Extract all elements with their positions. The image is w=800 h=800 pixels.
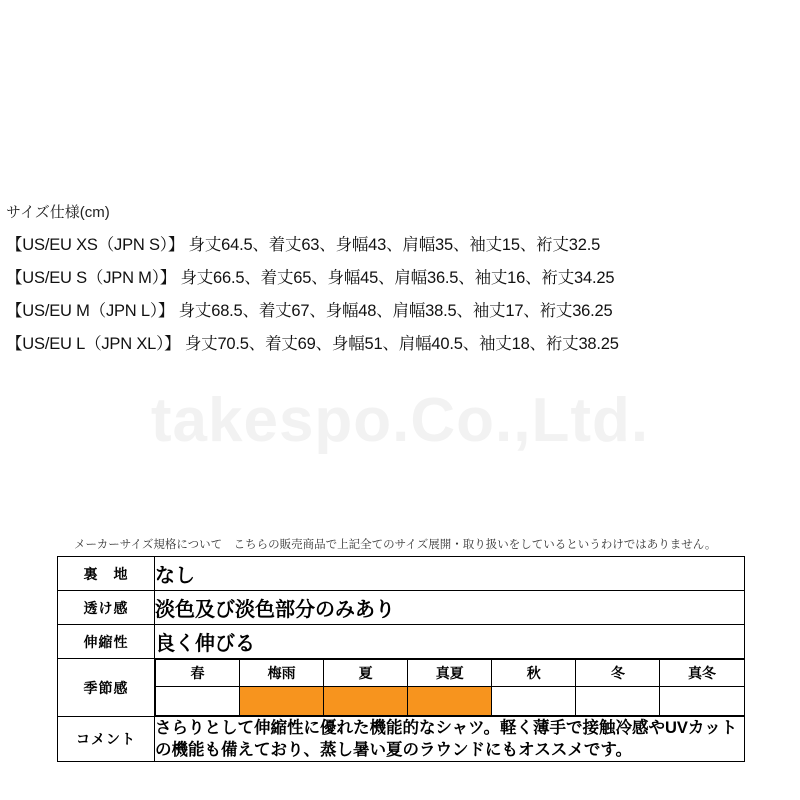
table-row — [58, 591, 745, 625]
table-row — [58, 557, 745, 591]
table-note: メーカーサイズ規格について こちらの販売商品で上記全てのサイズ展開・取り扱いをしているというわけではありません。 — [74, 539, 717, 551]
size-spec-line: 【US/EU XS（JPN S）】 身丈64.5、着丈63、身幅43、肩幅35、袖丈15、裄丈32.5 — [6, 236, 601, 254]
season-row — [58, 659, 745, 717]
season-mark-cell — [240, 687, 324, 716]
table-row — [58, 625, 745, 659]
size-spec-line: 【US/EU M（JPN L）】 身丈68.5、着丈67、身幅48、肩幅38.5、袖丈17、裄丈36.25 — [6, 302, 613, 320]
row-label: 伸縮性 — [58, 625, 155, 659]
row-label: 透け感 — [58, 591, 155, 625]
season-header-cell: 梅雨 — [240, 660, 324, 687]
comment-label: コメント — [58, 717, 155, 762]
comment-row — [58, 717, 745, 762]
season-header-cell: 真冬 — [660, 660, 744, 687]
size-spec-line: 【US/EU L（JPN XL）】 身丈70.5、着丈69、身幅51、肩幅40.5、袖丈18、裄丈38.25 — [6, 335, 619, 353]
season-label: 季節感 — [58, 659, 155, 717]
season-grid-holder — [155, 659, 745, 717]
season-header-cell: 真夏 — [408, 660, 492, 687]
row-value: なし — [155, 557, 745, 591]
season-grid — [155, 659, 745, 716]
season-mark-cell — [408, 687, 492, 716]
size-spec-title: サイズ仕様(cm) — [6, 204, 110, 221]
season-mark-cell — [492, 687, 576, 716]
size-spec-line: 【US/EU S（JPN M）】 身丈66.5、着丈65、身幅45、肩幅36.5、袖丈16、裄丈34.25 — [6, 269, 615, 287]
spec-table — [57, 556, 745, 762]
season-header-cell: 秋 — [492, 660, 576, 687]
season-mark-cell — [660, 687, 744, 716]
watermark: takespo.Co.,Ltd. — [150, 386, 650, 455]
season-header-cell: 冬 — [576, 660, 660, 687]
season-header-row — [156, 660, 745, 687]
comment-text: さらりとして伸縮性に優れた機能的なシャツ。軽く薄手で接触冷感やUVカットの機能も備えており、蒸し暑い夏のラウンドにもオススメです。 — [155, 717, 745, 762]
row-value: 良く伸びる — [155, 625, 745, 659]
season-mark-cell — [324, 687, 408, 716]
size-spec-block — [6, 203, 798, 361]
season-mark-cell — [576, 687, 660, 716]
season-mark-cell — [156, 687, 240, 716]
season-mark-row — [156, 687, 745, 716]
season-header-cell: 春 — [156, 660, 240, 687]
row-value: 淡色及び淡色部分のみあり — [155, 591, 745, 625]
row-label: 裏 地 — [58, 557, 155, 591]
season-header-cell: 夏 — [324, 660, 408, 687]
